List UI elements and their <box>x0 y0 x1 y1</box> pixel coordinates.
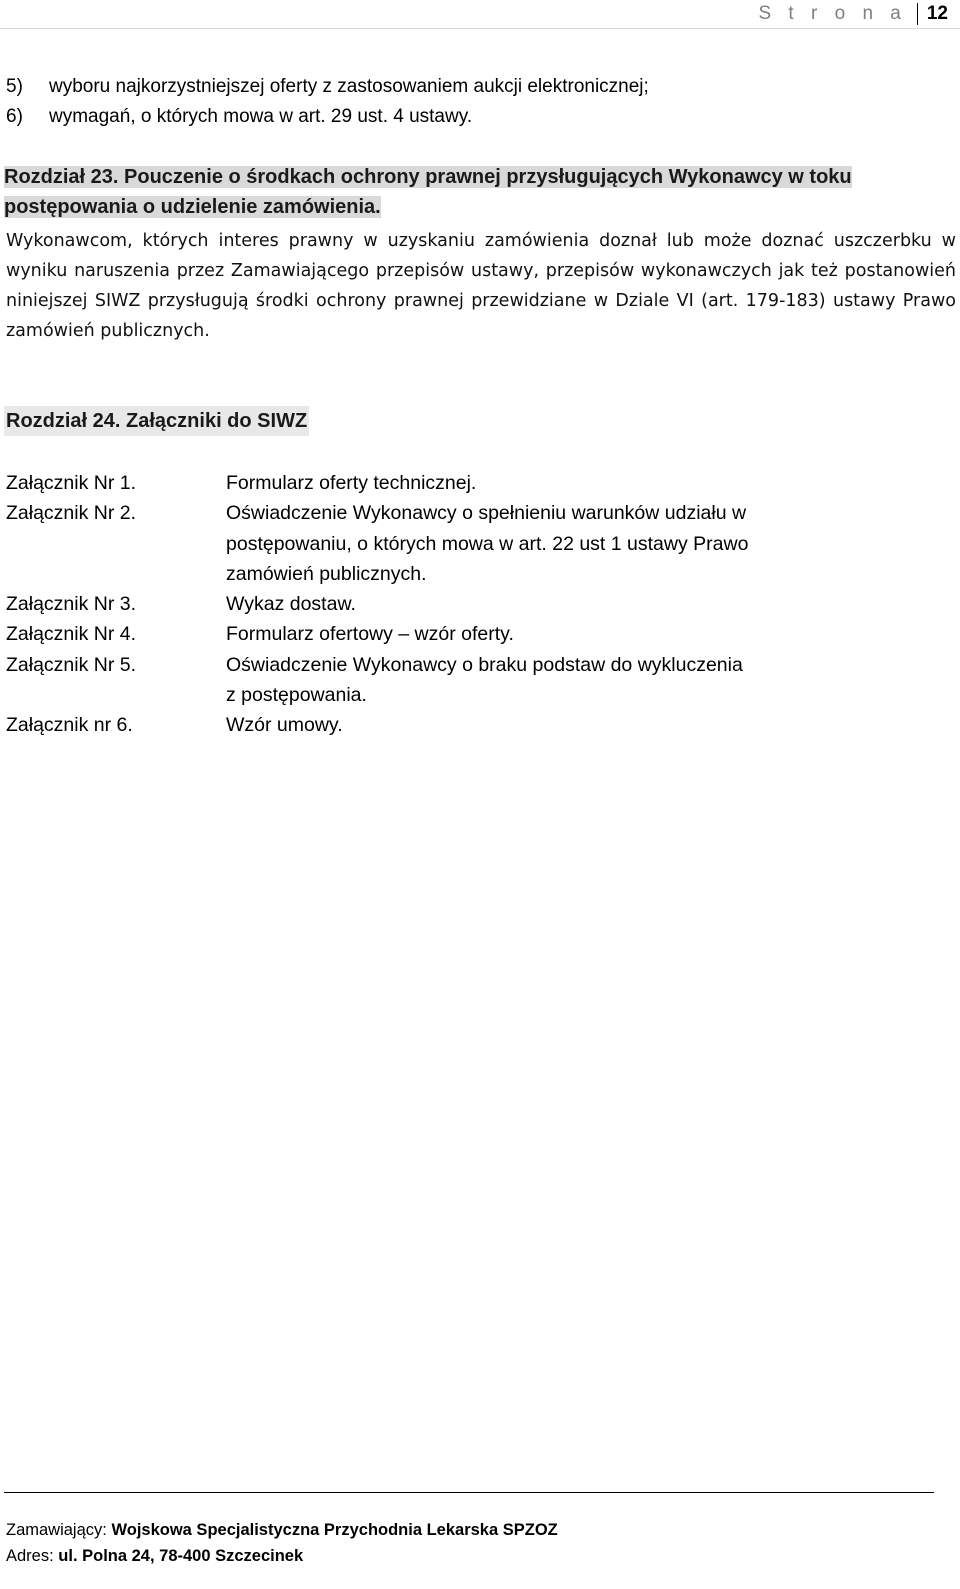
page-footer <box>6 1517 558 1569</box>
attachment-label: Załącznik Nr 4. <box>6 623 137 646</box>
header-separator <box>917 3 918 25</box>
attachment-description-line: Formularz oferty technicznej. <box>226 472 477 494</box>
footer-address-label: Adres: <box>6 1547 54 1565</box>
attachment-description-line: Wzór umowy. <box>226 714 343 737</box>
criteria-list <box>6 72 649 132</box>
attachment-label: Załącznik Nr 3. <box>6 593 137 616</box>
attachment-description <box>226 468 876 498</box>
attachment-row <box>6 468 876 498</box>
page-label: S t r o n a <box>758 3 907 24</box>
list-item <box>6 102 649 132</box>
attachment-description-line: Oświadczenie Wykonawcy o braku podstaw do wykluczenia <box>226 653 743 676</box>
attachment-label: Załącznik nr 6. <box>6 714 133 737</box>
attachment-description-line: Wykaz dostaw. <box>226 593 356 616</box>
attachment-description <box>226 619 876 649</box>
page-number: 12 <box>926 3 948 24</box>
attachment-description-line: Formularz ofertowy – wzór oferty. <box>226 623 514 646</box>
footer-address-value: ul. Polna 24, 78-400 Szczecinek <box>58 1547 304 1565</box>
remedies-paragraph: Wykonawcom, których interes prawny w uzyskaniu zamówienia doznał lub może doznać uszczerbku w wyniku naruszenia przez Zamawiającego przepisów ustawy, przepisów wykonawczych jak też postanowień niniejszej SIWZ przysługują środki ochrony prawnej przewidziane w Dziale VI (art. 179-183) ustawy Prawo zamówień publicznych. <box>6 231 956 341</box>
footer-ordering-value: Wojskowa Specjalistyczna Przychodnia Lekarska SPZOZ <box>111 1521 558 1539</box>
attachment-description <box>226 710 876 740</box>
attachments-list <box>6 468 876 741</box>
attachment-label: Załącznik Nr 1. <box>6 472 137 494</box>
attachment-row <box>6 589 876 619</box>
attachment-description-line: zamówień publicznych. <box>226 562 427 585</box>
list-item-number: 6) <box>6 106 23 127</box>
list-item-text: wyboru najkorzystniejszej oferty z zastosowaniem aukcji elektronicznej; <box>49 76 649 97</box>
footer-ordering-label: Zamawiający: <box>6 1521 107 1539</box>
attachment-row <box>6 498 876 589</box>
attachment-description <box>226 650 876 711</box>
page-header <box>758 0 948 28</box>
chapter-23-heading-line-2: postępowania o udzielenie zamówienia. <box>4 196 381 218</box>
chapter-23-heading <box>4 162 956 222</box>
attachment-description <box>226 589 876 619</box>
attachment-row <box>6 619 876 649</box>
attachment-row <box>6 710 876 740</box>
list-item-text: wymagań, o których mowa w art. 29 ust. 4 ustawy. <box>49 106 473 127</box>
attachment-description <box>226 498 876 589</box>
attachment-description-line: z postępowania. <box>226 684 367 707</box>
footer-ordering-party <box>6 1517 558 1543</box>
list-item-number: 5) <box>6 76 23 97</box>
chapter-23-heading-line-1: Rozdział 23. Pouczenie o środkach ochrony prawnej przysługujących Wykonawcy w toku <box>4 166 852 188</box>
attachment-description-line: postępowaniu, o których mowa w art. 22 ust 1 ustawy Prawo <box>226 532 749 555</box>
footer-rule <box>4 1492 934 1493</box>
chapter-24-heading: Rozdział 24. Załączniki do SIWZ <box>4 406 309 436</box>
attachment-label: Załącznik Nr 5. <box>6 653 137 676</box>
header-rule <box>0 28 960 29</box>
attachment-label: Załącznik Nr 2. <box>6 502 137 525</box>
list-item <box>6 72 649 102</box>
footer-address <box>6 1543 558 1569</box>
attachment-description-line: Oświadczenie Wykonawcy o spełnieniu warunków udziału w <box>226 502 747 525</box>
attachment-row <box>6 650 876 711</box>
